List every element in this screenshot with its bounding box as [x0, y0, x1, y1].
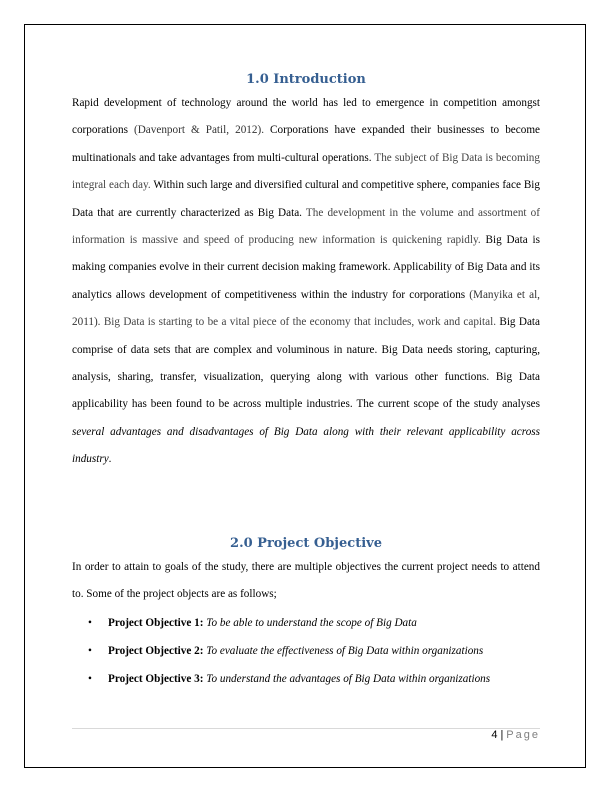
objective-text: To understand the advantages of Big Data within organizations: [203, 672, 491, 685]
objective-label: Project Objective 2:: [108, 644, 204, 657]
list-item: [72, 609, 540, 637]
bullet-icon: •: [88, 616, 92, 629]
intro-text-4: Within such large and diversified cultural and competitive sphere, companies face Big Data that are currently characterized as Big Data.: [72, 179, 540, 219]
intro-text-7: Big Data is starting to be a vital piece of the economy that includes, work and capital.: [100, 316, 497, 329]
intro-text-8: Big Data comprise of data sets that are complex and voluminous in nature. Big Data needs storing, capturing, analysis, sharing, transfer, visualization, querying along with various other functions. Big Data applicability has been found to be across multiple industries. The current scope of the study analyses: [72, 316, 540, 411]
objective-intro-paragraph: In order to attain to goals of the study, there are multiple objectives the current project needs to attend to. Some of the project objects are as follows;: [72, 560, 540, 601]
document-body: [72, 70, 540, 693]
intro-text-5: The development in the volume and assortment of information is massive and speed of producing new information is quickening rapidly.: [72, 206, 540, 247]
footer-separator: |: [500, 729, 504, 741]
citation-davenport: (Davenport & Patil, 2012).: [133, 124, 264, 137]
objective-label: Project Objective 3:: [108, 672, 204, 685]
bullet-icon: •: [88, 672, 92, 685]
objective-label: Project Objective 1:: [108, 616, 204, 629]
page-label: Page: [506, 729, 540, 741]
section-heading-introduction: 1.0 Introduction: [246, 72, 366, 87]
list-item: [72, 637, 540, 665]
list-item: [72, 665, 540, 693]
intro-text-6: Big Data is making companies evolve in their current decision making framework. Applicability of Big Data and its analytics allows development of competitiveness within the industry for corporations: [72, 234, 540, 301]
section-heading-project-objective: 2.0 Project Objective: [230, 535, 382, 551]
intro-text-3: The subject of Big Data is becoming integral each day.: [72, 151, 540, 192]
intro-emphasis: several advantages and disadvantages of Big Data along with their relevant applicability across industry: [72, 425, 540, 466]
objective-text: To evaluate the effectiveness of Big Data within organizations: [203, 644, 484, 657]
page-footer: [491, 729, 540, 741]
objectives-list: [72, 609, 540, 693]
objective-text: To be able to understand the scope of Big Data: [203, 616, 417, 629]
bullet-icon: •: [88, 644, 92, 657]
intro-text-2: Corporations have expanded their businesses to become multinationals and take advantages from multi-cultural operations.: [72, 124, 540, 164]
intro-text-1: Rapid development of technology around the world has led to emergence in competition amongst corporations: [72, 97, 540, 137]
page-number: 4: [491, 729, 498, 741]
citation-manyika: (Manyika et al, 2011).: [72, 288, 540, 329]
footer-divider: [72, 728, 540, 729]
intro-period: .: [108, 453, 112, 466]
introduction-paragraph: [72, 90, 540, 474]
